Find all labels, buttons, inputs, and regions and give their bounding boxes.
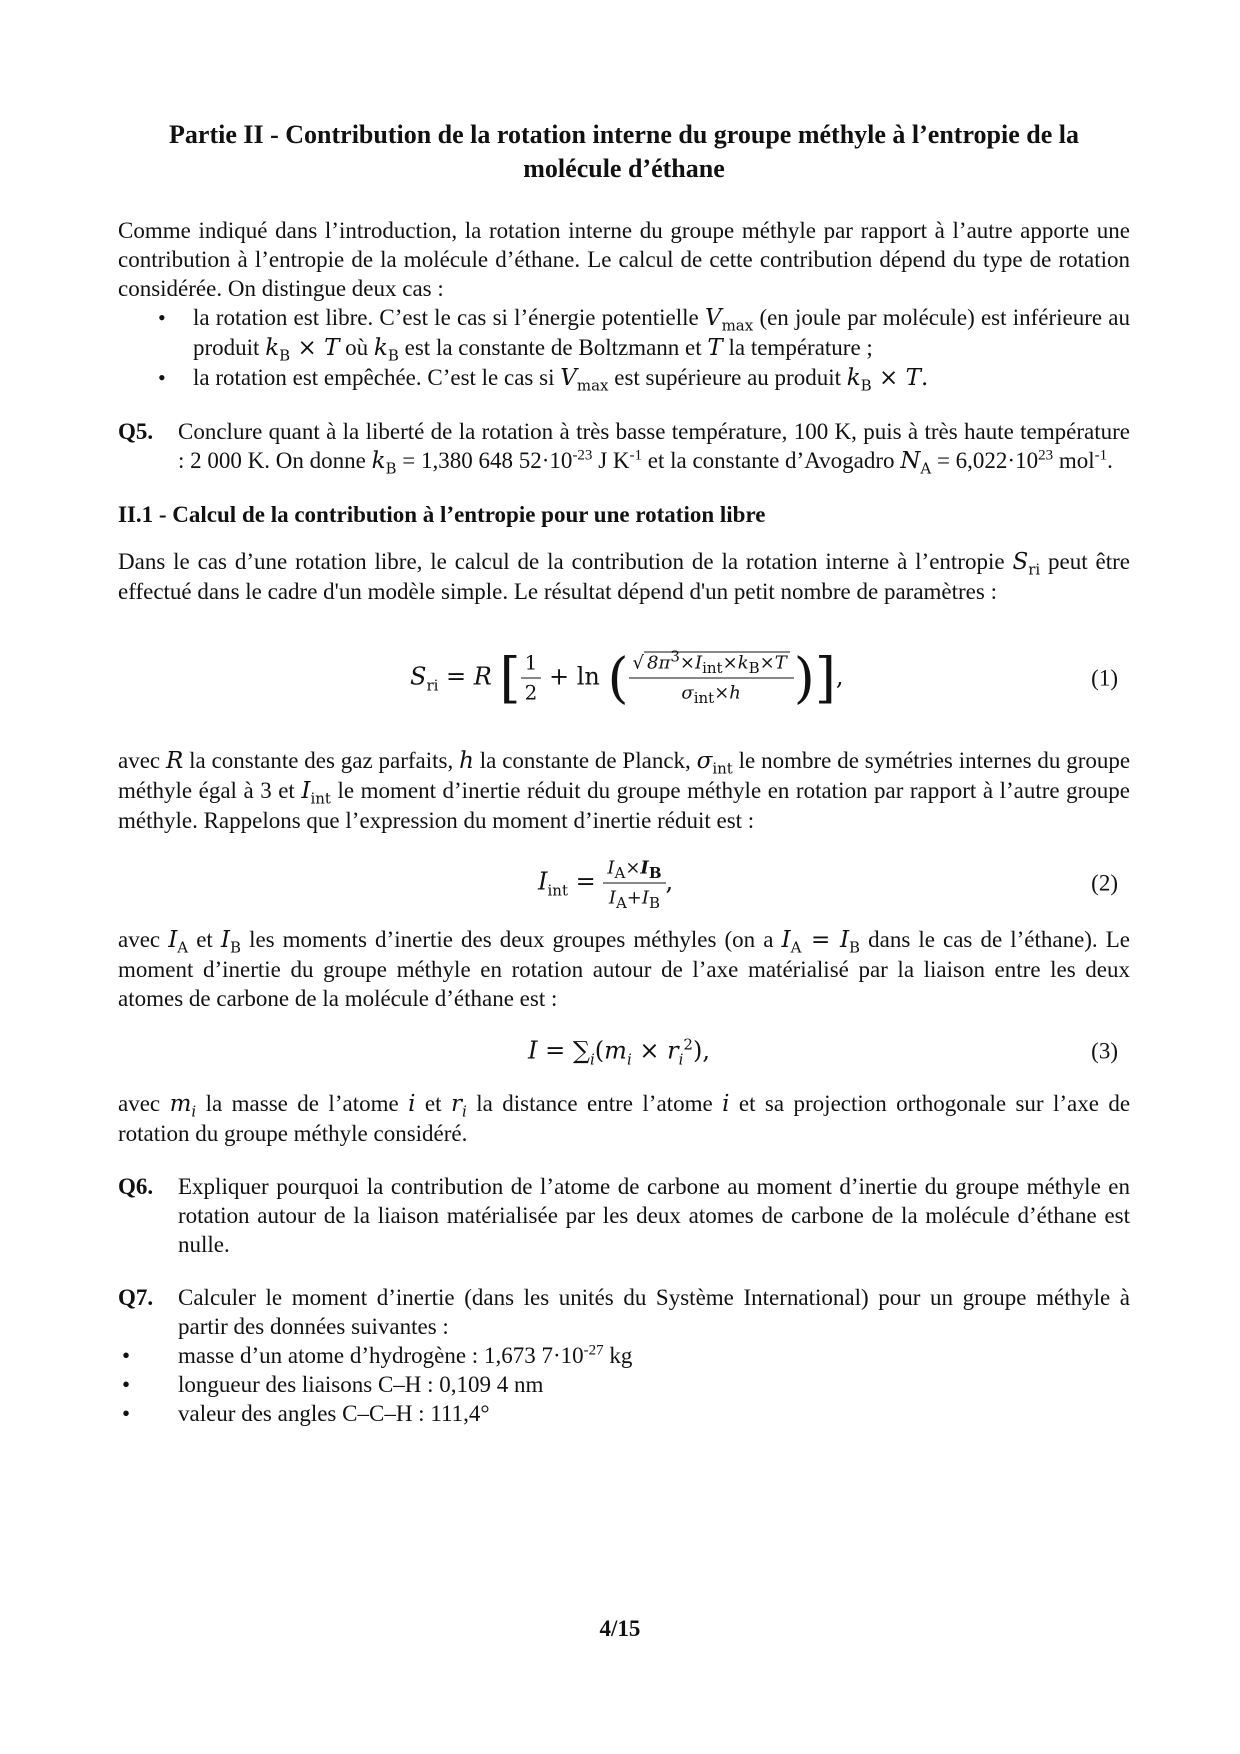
section-heading: II.1 - Calcul de la contribution à l’entropie pour une rotation libre <box>118 502 766 527</box>
na-value: = 6,022·10 <box>936 448 1039 473</box>
question-6 <box>118 1172 1130 1259</box>
math-R: R <box>165 748 184 774</box>
bullet-text: où <box>345 335 369 360</box>
math-sigma-int: $\sigma_{int}$ <box>696 748 733 778</box>
kb-exponent: -23 <box>572 447 593 464</box>
list-item-unit: kg <box>603 1343 633 1368</box>
intro-paragraph: Comme indiqué dans l’introduction, la rotation interne du groupe méthyle par rapport à l’autre apporte une contribution à l’entropie de la molécule d’éthane. Le calcul de cette contribution dépend du type de rotation considérée. On distingue deux cas : <box>118 218 1130 301</box>
bullet-text: est la constante de Boltzmann et <box>404 335 702 360</box>
paragraph-text: la distance entre l’atome <box>476 1091 713 1116</box>
equation-number: (2) <box>1091 870 1118 896</box>
list-item <box>118 1370 1130 1399</box>
paragraph-text: avec <box>118 1091 161 1116</box>
kb-unit-exponent: -1 <box>629 447 642 464</box>
bullet-text: la rotation est libre. C’est le cas si l’énergie potentielle <box>193 305 699 330</box>
after-eq1-paragraph <box>118 746 1130 835</box>
equation-2 <box>118 841 1130 925</box>
question-label: Q7. <box>118 1285 154 1310</box>
paragraph-text: et <box>424 1091 442 1116</box>
math-ia: $I_A$ <box>168 927 189 957</box>
list-item <box>118 1341 1130 1370</box>
equation-1-formula: $S_{ri} = R$ [ $\frac{1}{2}$ + ln ( $\frac{√ 8\pi^3\times I_{int}\times k_B\times T}{\sigma_{int}\times h}$ )], <box>410 646 844 710</box>
math-kbT: $k_B \times T$ <box>265 335 340 365</box>
question-label: Q6. <box>118 1174 154 1199</box>
list-item <box>118 363 1130 393</box>
math-kb: $k_B$ <box>371 448 397 478</box>
q7-data-list <box>118 1341 1130 1428</box>
list-item <box>118 303 1130 363</box>
equation-2-formula: $I_{int}$ = $\frac{I_A\times I_B}{I_A+I_B}$ , <box>538 854 673 913</box>
kb-unit: J K <box>598 448 630 473</box>
bullet-text: la rotation est empêchée. C’est le cas si <box>193 365 555 390</box>
equation-1 <box>118 618 1130 738</box>
list-item-exponent: -27 <box>583 1342 604 1359</box>
question-body: Expliquer pourquoi la contribution de l’atome de carbone au moment d’inertie du groupe méthyle en rotation autour de la liaison matérialisée par les deux atomes de carbone de la molécule d’éthane est nulle. <box>178 1174 1130 1257</box>
kb-value: = 1,380 648 52·10 <box>402 448 573 473</box>
paragraph-text: le nombre de symétries internes du groupe méthyle égal à 3 et <box>118 748 1131 803</box>
math-i: i <box>408 1091 416 1117</box>
math-na: $N_A$ <box>900 448 932 478</box>
paragraph-text: la constante des gaz parfaits, <box>189 748 454 773</box>
math-h: h <box>459 748 474 774</box>
document-page <box>118 118 1130 1428</box>
equation-3 <box>118 1013 1130 1089</box>
question-text: et la constante d’Avogadro <box>647 448 895 473</box>
math-T: T <box>707 335 723 361</box>
after-eq2-paragraph <box>118 925 1130 1013</box>
math-i: i <box>722 1091 730 1117</box>
paragraph-text: et <box>196 927 213 952</box>
list-item <box>118 1399 1130 1428</box>
math-vmax: $V_{max}$ <box>560 365 609 395</box>
math-vmax: $V_{max}$ <box>704 305 754 335</box>
bullet-text: la température ; <box>728 335 873 360</box>
math-sri: $S_{ri}$ <box>1012 549 1041 579</box>
question-text: Conclure quant à la liberté de la rotation à très basse température, 100 K, puis à très haute température : 2 000 K. On donne <box>178 419 1130 473</box>
paragraph-text: les moments d’inertie des deux groupes méthyles (on a <box>249 927 774 952</box>
na-unit-exponent: -1 <box>1094 447 1108 464</box>
equation-number: (1) <box>1091 665 1118 691</box>
paragraph-text: Dans le cas d’une rotation libre, le calcul de la contribution de la rotation interne à l’entropie <box>118 549 1005 574</box>
question-body: Calculer le moment d’inertie (dans les unités du Système International) pour un groupe méthyle à partir des données suivantes : <box>178 1285 1130 1339</box>
paragraph-text: la masse de l’atome <box>205 1091 399 1116</box>
punctuation: . <box>1107 448 1113 473</box>
question-5 <box>118 417 1130 476</box>
page-title: Partie II - Contribution de la rotation interne du groupe méthyle à l’entropie de la molécule d’éthane <box>169 120 1079 183</box>
math-ri: $r_i$ <box>450 1091 467 1121</box>
math-i-int: $I_{int}$ <box>301 778 331 808</box>
equation-3-formula: $I = \sum_i(m_i \times r_i^2)$, <box>528 1035 710 1069</box>
bullet-text: est supérieure au produit <box>614 365 841 390</box>
free-rotation-paragraph <box>118 547 1130 606</box>
math-ib: $I_B$ <box>220 927 241 957</box>
after-eq3-paragraph <box>118 1089 1130 1148</box>
question-body <box>178 417 1130 476</box>
na-exponent: 23 <box>1038 447 1054 464</box>
math-mi: $m_i$ <box>169 1091 197 1121</box>
paragraph-text: avec <box>118 927 161 952</box>
list-item-text: longueur des liaisons C–H : 0,109 4 nm <box>178 1372 544 1397</box>
math-kbT: $k_B \times T$. <box>846 365 929 395</box>
bullet-text: (en joule par molécule) est inférieure au produit <box>193 305 1131 360</box>
question-7 <box>118 1283 1130 1341</box>
rotation-cases-list <box>118 303 1130 393</box>
paragraph-text: la constante de Planck, <box>479 748 691 773</box>
paragraph-text: le moment d’inertie réduit du groupe méthyle en rotation par rapport à l’autre groupe méthyle. Rappelons que l’expression du moment d’inertie réduit est : <box>118 778 1130 833</box>
math-ia-eq-ib: $I_A = I_B$ <box>781 927 861 957</box>
paragraph-text: et sa projection orthogonale sur l’axe de rotation du groupe méthyle considéré. <box>118 1091 1131 1146</box>
na-unit: mol <box>1058 448 1095 473</box>
question-label: Q5. <box>118 419 154 444</box>
list-item-text: valeur des angles C–C–H : 111,4° <box>178 1401 490 1426</box>
paragraph-text: avec <box>118 748 161 773</box>
list-item-text: masse d’un atome d’hydrogène : 1,673 7·10 <box>178 1343 584 1368</box>
paragraph-text: dans le cas de l’éthane). Le moment d’inertie du groupe méthyle en rotation autour de l’axe matérialisé par la liaison entre les deux atomes de carbone de la molécule d’éthane est : <box>118 927 1131 1011</box>
math-kb: $k_B$ <box>373 335 399 365</box>
page-number: 4/15 <box>599 1616 641 1641</box>
equation-number: (3) <box>1091 1038 1118 1064</box>
paragraph-text: peut être effectué dans le cadre d'un modèle simple. Le résultat dépend d'un petit nombre de paramètres : <box>118 549 1130 604</box>
